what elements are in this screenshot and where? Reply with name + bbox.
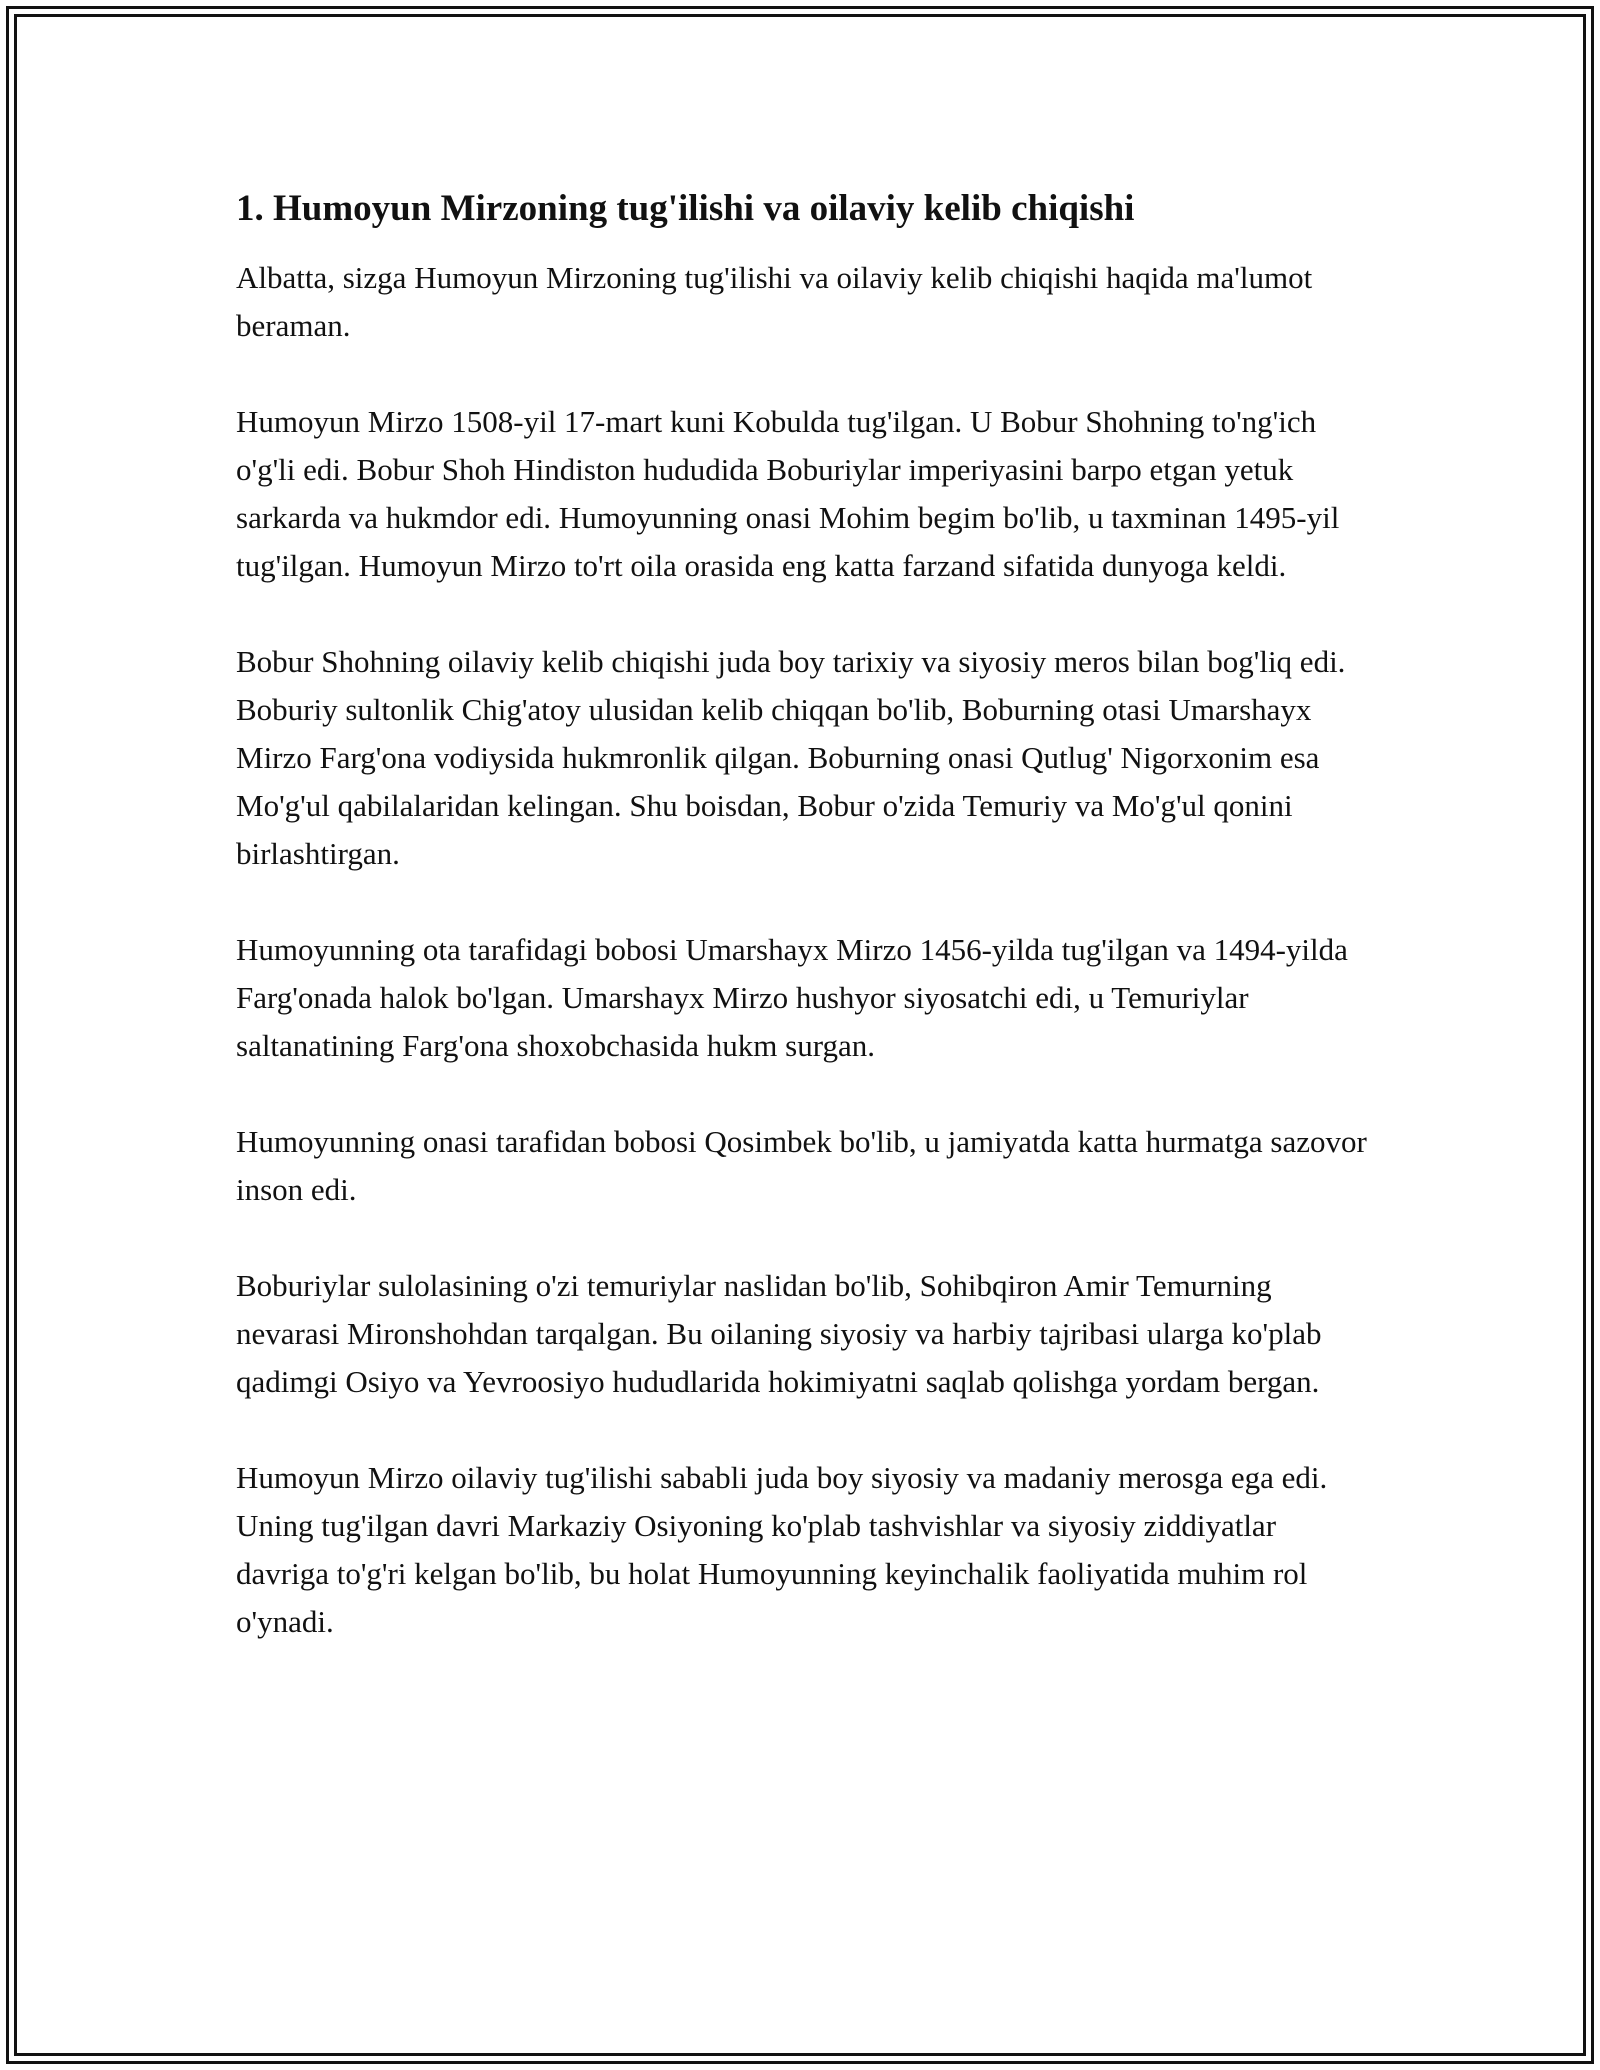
paragraph-birth: Humoyun Mirzo 1508-yil 17-mart kuni Kobulda tug'ilgan. U Bobur Shohning to'ng'ich o'g'li edi. Bobur Shoh Hindiston hududida Boburiylar imperiyasini barpo etgan yetuk sarkarda va hukmdor edi. Humoyunning onasi Mohim begim bo'lib, u taxminan 1495-yil tug'ilgan. Humoyun Mirzo to'rt oila orasida eng katta farzand sifatida dunyoga keldi. (236, 404, 1340, 583)
paragraph-paternal-grandfather: Humoyunning ota tarafidagi bobosi Umarshayx Mirzo 1456-yilda tug'ilgan va 1494-yilda Farg'onada halok bo'lgan. Umarshayx Mirzo hushyor siyosatchi edi, u Temuriylar saltanatining Farg'ona shoxobchasida hukm surgan. (236, 932, 1348, 1063)
document-body (236, 186, 1376, 1646)
paragraph-dynasty-origin: Boburiylar sulolasining o'zi temuriylar naslidan bo'lib, Sohibqiron Amir Temurning nevarasi Mironshohdan tarqalgan. Bu oilaning siyosiy va harbiy tajribasi ularga ko'plab qadimgi Osiyo va Yevroosiyo hududlarida hokimiyatni saqlab qolishga yordam bergan. (236, 1268, 1322, 1399)
section-heading: 1. Humoyun Mirzoning tug'ilishi va oilaviy kelib chiqishi (236, 188, 1135, 229)
paragraph-conclusion: Humoyun Mirzo oilaviy tug'ilishi sababli juda boy siyosiy va madaniy merosga ega edi. Uning tug'ilgan davri Markaziy Osiyoning ko'plab tashvishlar va siyosiy ziddiyatlar davriga to'g'ri kelgan bo'lib, bu holat Humoyunning keyinchalik faoliyatida muhim rol o'ynadi. (236, 1460, 1328, 1639)
paragraph-maternal-grandfather: Humoyunning onasi tarafidan bobosi Qosimbek bo'lib, u jamiyatda katta hurmatga sazovor inson edi. (236, 1124, 1367, 1207)
paragraph-bobur-lineage: Bobur Shohning oilaviy kelib chiqishi juda boy tarixiy va siyosiy meros bilan bog'liq edi. Boburiy sultonlik Chig'atoy ulusidan kelib chiqqan bo'lib, Boburning otasi Umarshayx Mirzo Farg'ona vodiysida hukmronlik qilgan. Boburning onasi Qutlug' Nigorxonim esa Mo'g'ul qabilalaridan kelingan. Shu boisdan, Bobur o'zida Temuriy va Mo'g'ul qonini birlashtirgan. (236, 644, 1346, 871)
paragraph-intro: Albatta, sizga Humoyun Mirzoning tug'ilishi va oilaviy kelib chiqishi haqida ma'lumot beraman. (236, 260, 1313, 343)
